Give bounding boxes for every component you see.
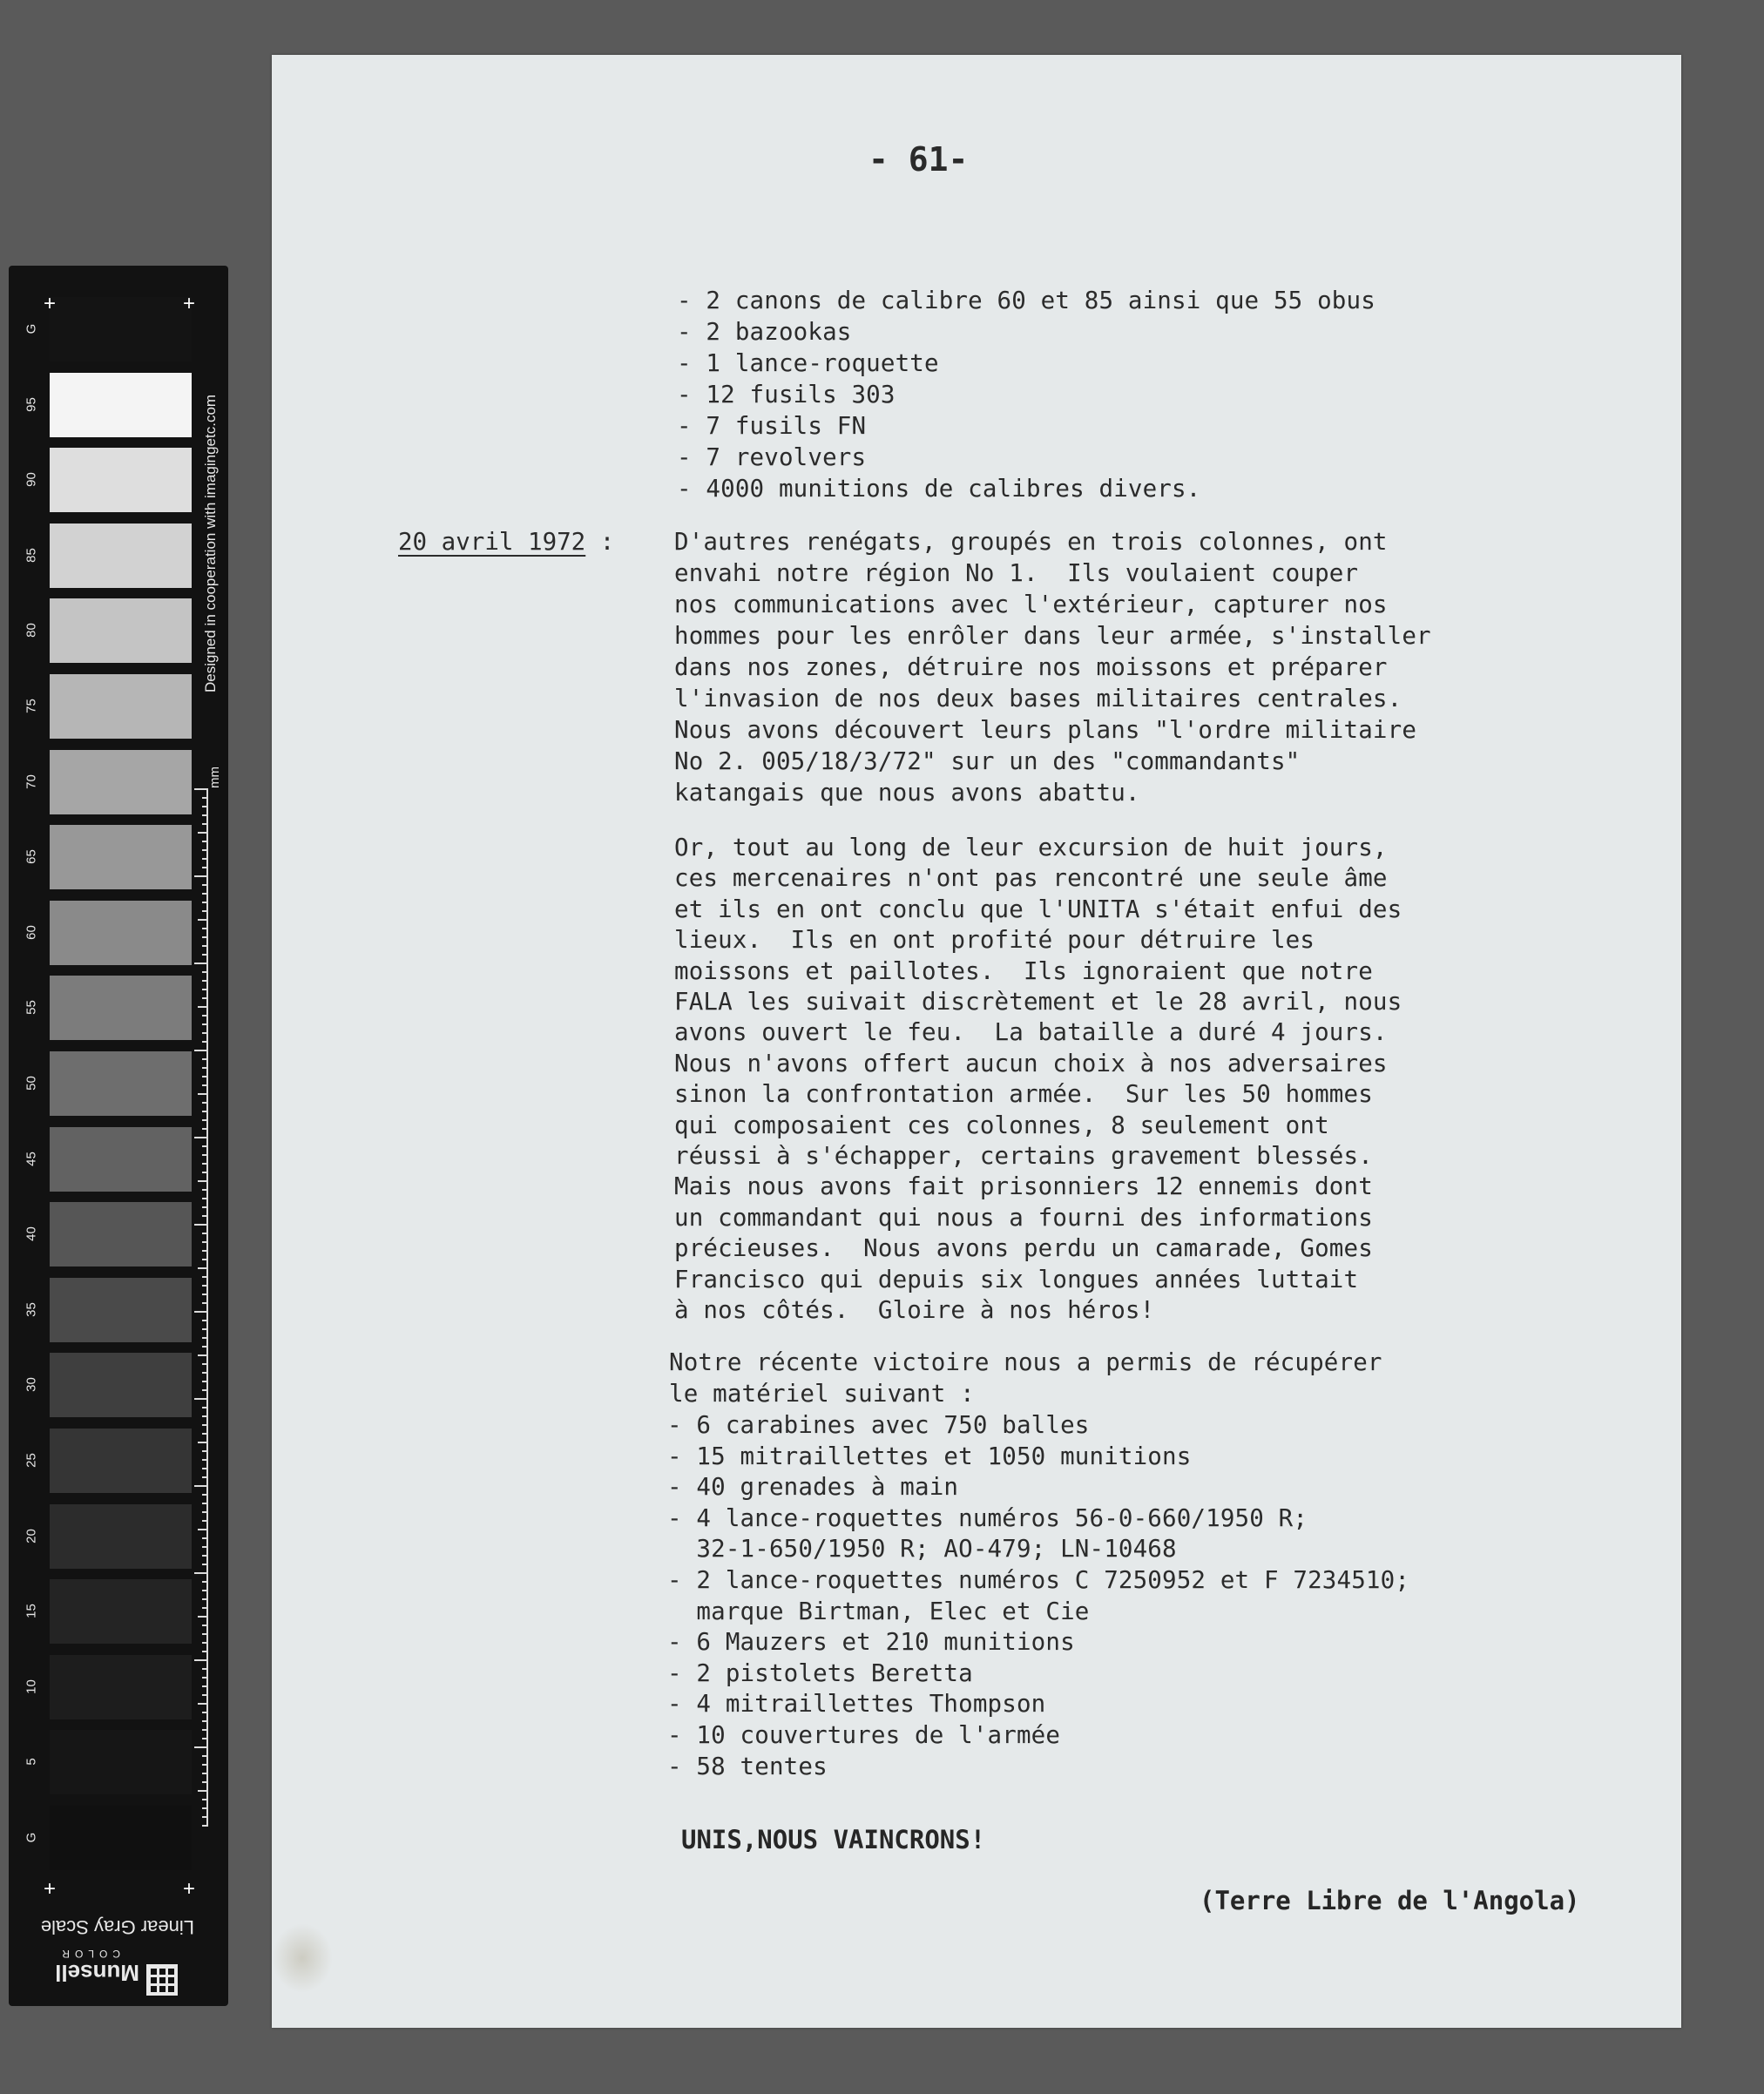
ruler-tick — [202, 945, 208, 947]
card-credit: Designed in cooperation with imagingetc.com — [202, 394, 219, 692]
patch-label: G — [24, 323, 39, 334]
patch-label: 20 — [24, 1528, 39, 1543]
para1-line: dans nos zones, détruire nos moissons et préparer — [674, 653, 1388, 681]
ruler-tick — [202, 1816, 208, 1818]
ruler-tick — [202, 797, 208, 799]
ruler-tick — [202, 1067, 208, 1069]
ruler-tick — [202, 1337, 208, 1339]
ruler-tick — [202, 1154, 208, 1156]
ruler-tick — [194, 1746, 208, 1748]
ruler-tick — [202, 971, 208, 973]
patch-label: 50 — [24, 1076, 39, 1091]
para2-line: Francisco qui depuis six longues années luttait — [674, 1265, 1359, 1294]
ruler-tick — [202, 1537, 208, 1539]
para2-line: Or, tout au long de leur excursion de huit jours, — [674, 834, 1388, 861]
list2-line: - 2 pistolets Beretta — [667, 1658, 973, 1687]
ruler-tick — [202, 1799, 208, 1800]
ruler-tick — [194, 1485, 208, 1487]
registration-mark: + — [44, 292, 57, 315]
ruler-tick — [202, 1424, 208, 1426]
patch-label: 90 — [24, 472, 39, 488]
ruler-tick — [202, 1520, 208, 1522]
ruler-tick — [202, 1372, 208, 1374]
ruler-tick — [202, 1058, 208, 1060]
ruler-tick — [202, 1389, 208, 1391]
ruler-tick — [202, 1433, 208, 1435]
ruler-tick — [202, 1233, 208, 1234]
para1-line: nos communications avec l'extérieur, capturer nos — [674, 591, 1388, 618]
registration-mark: + — [44, 1877, 57, 1901]
card-brand-sub: COLOR — [57, 1948, 120, 1960]
ruler-tick — [202, 1084, 208, 1086]
list2-line: - 40 grenades à main — [667, 1473, 959, 1502]
ruler-tick — [202, 1685, 208, 1687]
ruler-tick — [202, 858, 208, 860]
ruler-tick — [202, 1555, 208, 1557]
card-title: Linear Gray Scale — [40, 1916, 194, 1938]
ruler-tick — [202, 1642, 208, 1644]
para2-line: Nous n'avons offert aucun choix à nos adversaires — [674, 1049, 1388, 1077]
para1-line: envahi notre région No 1. Ils voulaient couper — [674, 559, 1359, 587]
ruler-tick — [202, 997, 208, 999]
ruler-tick — [198, 919, 208, 921]
ruler-tick — [202, 1694, 208, 1696]
para3-line: Notre récente victoire nous a permis de récupérer — [669, 1348, 1382, 1376]
ruler-tick — [202, 1720, 208, 1722]
ruler-tick — [202, 910, 208, 912]
ruler-tick — [202, 1102, 208, 1104]
ruler-tick — [202, 1128, 208, 1130]
gray-patch — [50, 373, 192, 437]
ruler-tick — [198, 1616, 208, 1618]
ruler-tick — [202, 1598, 208, 1600]
ruler-tick — [202, 1241, 208, 1243]
ruler-tick — [202, 1023, 208, 1025]
ruler-tick — [198, 1180, 208, 1182]
ruler-tick — [202, 1564, 208, 1565]
ruler-tick — [202, 1076, 208, 1077]
ruler-tick — [202, 1363, 208, 1365]
ruler-tick — [202, 928, 208, 929]
ruler-tick — [194, 1224, 208, 1226]
list2-line: - 4 mitraillettes Thompson — [667, 1690, 1046, 1719]
card-brand: Munsell — [55, 1960, 139, 1986]
ruler-tick — [202, 1119, 208, 1121]
ruler-tick — [202, 1250, 208, 1252]
ruler-tick — [202, 1320, 208, 1321]
source-attribution: (Terre Libre de l'Angola) — [1200, 1886, 1580, 1915]
munsell-logo-icon — [146, 1964, 178, 1996]
patch-label: 55 — [24, 1000, 39, 1016]
ruler-tick — [202, 884, 208, 886]
list2-line: - 6 carabines avec 750 balles — [667, 1411, 1090, 1439]
ruler-tick — [198, 1442, 208, 1443]
ruler-tick — [202, 1511, 208, 1513]
list2-line: marque Birtman, Elec et Cie — [667, 1597, 1090, 1625]
ruler-tick — [202, 1172, 208, 1173]
ruler-tick — [202, 814, 208, 816]
patch-label: 75 — [24, 699, 39, 713]
list2-line: - 15 mitraillettes et 1050 munitions — [667, 1442, 1192, 1470]
ruler-tick — [202, 1607, 208, 1609]
para1-line: No 2. 005/18/3/72" sur un des "commandants" — [674, 747, 1301, 775]
ruler-tick — [202, 1015, 208, 1017]
gray-patch — [50, 1202, 192, 1267]
ruler-tick — [202, 1032, 208, 1034]
gray-patch — [50, 524, 192, 588]
list2-line: 32-1-650/1950 R; AO-479; LN-10468 — [667, 1535, 1177, 1564]
para1-line: l'invasion de nos deux bases militaires centrales. — [674, 685, 1402, 713]
para3-line: le matériel suivant : — [669, 1380, 975, 1408]
ruler-tick — [202, 1476, 208, 1478]
para2-line: précieuses. Nous avons perdu un camarade, Gomes — [674, 1234, 1373, 1263]
gray-patch — [50, 1353, 192, 1417]
ruler-tick — [202, 1215, 208, 1217]
ruler-tick — [202, 849, 208, 851]
list1-line: - 7 fusils FN — [677, 412, 867, 440]
patch-label: 40 — [24, 1226, 39, 1242]
para2-line: qui composaient ces colonnes, 8 seulement ont — [674, 1111, 1329, 1139]
patch-label: 70 — [24, 773, 39, 789]
gray-patch — [50, 448, 192, 512]
gray-patch — [50, 598, 192, 663]
ruler-tick — [202, 1781, 208, 1783]
para1-line: hommes pour les enrôler dans leur armée, s'installer — [674, 622, 1431, 650]
para2-line: ces mercenaires n'ont pas rencontré une seule âme — [674, 864, 1388, 893]
ruler-tick — [202, 980, 208, 982]
ruler-tick — [194, 1050, 208, 1051]
list1-line: - 7 revolvers — [677, 443, 867, 471]
gray-patch — [50, 1051, 192, 1116]
patch-label: 30 — [24, 1377, 39, 1393]
ruler-tick — [198, 1093, 208, 1095]
entry-date — [398, 526, 614, 557]
paper-stain — [272, 1923, 333, 1993]
para2-line: sinon la confrontation armée. Sur les 50 hommes — [674, 1080, 1373, 1109]
ruler-tick — [194, 1311, 208, 1313]
ruler-tick — [202, 1346, 208, 1348]
ruler-tick — [202, 1111, 208, 1112]
patch-label: 95 — [24, 396, 39, 412]
ruler-tick — [202, 1729, 208, 1731]
ruler-tick — [202, 1206, 208, 1208]
gray-patch — [50, 674, 192, 739]
patch-label: 5 — [24, 1758, 39, 1766]
gray-patch — [50, 1278, 192, 1342]
para2-line: moissons et paillotes. Ils ignoraient que notre — [674, 956, 1373, 985]
list1-line: - 2 bazookas — [677, 318, 852, 346]
ruler-tick — [194, 963, 208, 964]
ruler-tick — [202, 1625, 208, 1626]
patch-label: 45 — [24, 1151, 39, 1166]
list2-line: - 58 tentes — [667, 1752, 828, 1780]
ruler-tick — [194, 1572, 208, 1574]
ruler-tick — [194, 1398, 208, 1400]
gray-patch — [50, 825, 192, 889]
gray-patch — [50, 901, 192, 965]
ruler-tick — [202, 1590, 208, 1591]
ruler-tick — [202, 867, 208, 868]
ruler-tick — [194, 1659, 208, 1661]
list2-line: - 4 lance-roquettes numéros 56-0-660/1950 R; — [667, 1503, 1308, 1532]
para2-line: Mais nous avons fait prisonniers 12 ennemis dont — [674, 1172, 1373, 1201]
ruler-tick — [202, 1415, 208, 1417]
ruler-tick — [202, 1503, 208, 1504]
ruler-tick — [202, 1285, 208, 1287]
para2-line: avons ouvert le feu. La bataille a duré 4 jours. — [674, 1018, 1388, 1047]
gray-patch — [50, 297, 192, 361]
list2-line: - 10 couvertures de l'armée — [667, 1721, 1061, 1749]
motto: UNIS,NOUS VAINCRONS! — [681, 1825, 986, 1854]
page-number: - 61- — [868, 140, 969, 179]
ruler-tick — [198, 1703, 208, 1705]
list1-line: - 1 lance-roquette — [677, 349, 939, 377]
para1-line: katangais que nous avons abattu. — [674, 779, 1140, 807]
document-page — [272, 55, 1681, 2028]
ruler-tick — [202, 1459, 208, 1461]
date-label: 20 avril 1972 — [398, 528, 586, 556]
ruler-tick — [202, 823, 208, 825]
patch-label: 65 — [24, 849, 39, 865]
ruler-tick — [202, 1450, 208, 1452]
list1-line: - 2 canons de calibre 60 et 85 ainsi que 55 obus — [677, 287, 1375, 314]
ruler-tick — [202, 1302, 208, 1304]
ruler-tick — [202, 954, 208, 956]
ruler-tick — [198, 1354, 208, 1356]
patch-label: 60 — [24, 924, 39, 940]
ruler-tick — [202, 1381, 208, 1382]
ruler-tick — [202, 989, 208, 990]
patch-label: 25 — [24, 1453, 39, 1468]
patch-label: 80 — [24, 623, 39, 638]
patch-label: 35 — [24, 1301, 39, 1317]
ruler-tick — [202, 1651, 208, 1652]
ruler-tick — [202, 1407, 208, 1408]
patch-label: 10 — [24, 1679, 39, 1694]
patch-label: 15 — [24, 1604, 39, 1619]
para2-line: et ils en ont conclu que l'UNITA s'était enfui des — [674, 895, 1402, 923]
ruler-tick — [202, 1189, 208, 1191]
ruler-tick — [202, 902, 208, 903]
date-separator: : — [585, 528, 615, 556]
ruler-tick — [202, 936, 208, 938]
ruler-tick — [202, 1581, 208, 1583]
list1-line: - 12 fusils 303 — [677, 381, 896, 409]
gray-patch — [50, 750, 192, 814]
ruler-tick — [194, 875, 208, 877]
patch-label: G — [24, 1832, 39, 1843]
para2-line: FALA les suivait discrètement et le 28 avril, nous — [674, 988, 1402, 1016]
ruler-tick — [202, 1712, 208, 1713]
ruler-tick — [202, 1764, 208, 1766]
gray-patch — [50, 976, 192, 1040]
ruler-tick — [202, 1163, 208, 1165]
ruler-tick — [202, 1494, 208, 1496]
registration-mark: + — [183, 292, 196, 315]
ruler-tick — [202, 1198, 208, 1199]
list2-line: - 2 lance-roquettes numéros C 7250952 et F 7234510; — [667, 1566, 1410, 1594]
gray-patch — [50, 1429, 192, 1493]
ruler-tick — [202, 1807, 208, 1809]
ruler-tick — [198, 1267, 208, 1269]
ruler-tick — [198, 1529, 208, 1530]
para2-line: lieux. Ils en ont profité pour détruire les — [674, 926, 1315, 955]
ruler-tick — [194, 1137, 208, 1138]
gray-patch — [50, 1579, 192, 1644]
ruler-tick — [202, 1276, 208, 1278]
ruler-tick — [202, 1773, 208, 1774]
ruler-tick — [194, 788, 208, 790]
gray-patch — [50, 1730, 192, 1794]
ruler-tick — [202, 1668, 208, 1670]
ruler-tick — [202, 1328, 208, 1330]
patch-label: 85 — [24, 547, 39, 563]
ruler-tick — [198, 1006, 208, 1008]
ruler-tick — [202, 1145, 208, 1147]
ruler-tick — [202, 1259, 208, 1260]
para2-line: réussi à s'échapper, certains gravement blessés. — [674, 1142, 1373, 1170]
para1-line: D'autres renégats, groupés en trois colonnes, ont — [674, 528, 1388, 556]
ruler-tick — [202, 1825, 208, 1827]
list1-line: - 4000 munitions de calibres divers. — [677, 475, 1201, 503]
ruler-tick — [198, 1790, 208, 1792]
para1-line: Nous avons découvert leurs plans "l'ordre militaire — [674, 716, 1417, 744]
ruler-tick — [202, 1633, 208, 1635]
ruler-unit: mm — [207, 767, 222, 788]
ruler-tick — [202, 841, 208, 842]
ruler-tick — [202, 1738, 208, 1739]
list2-line: - 6 Mauzers et 210 munitions — [667, 1628, 1075, 1657]
ruler-tick — [202, 1468, 208, 1469]
ruler-tick — [202, 806, 208, 807]
ruler-tick — [202, 1041, 208, 1043]
ruler-tick — [202, 1677, 208, 1679]
para2-line: à nos côtés. Gloire à nos héros! — [674, 1296, 1155, 1324]
gray-patch — [50, 1504, 192, 1569]
gray-patch — [50, 1806, 192, 1870]
registration-mark: + — [183, 1877, 196, 1901]
para2-line: un commandant qui nous a fourni des informations — [674, 1203, 1373, 1232]
ruler-tick — [198, 832, 208, 834]
ruler-tick — [202, 1294, 208, 1295]
gray-patch — [50, 1655, 192, 1719]
ruler-tick — [202, 893, 208, 895]
ruler-tick — [202, 1546, 208, 1548]
ruler-tick — [202, 1755, 208, 1757]
gray-scale-card — [9, 266, 228, 2006]
gray-patch — [50, 1127, 192, 1192]
